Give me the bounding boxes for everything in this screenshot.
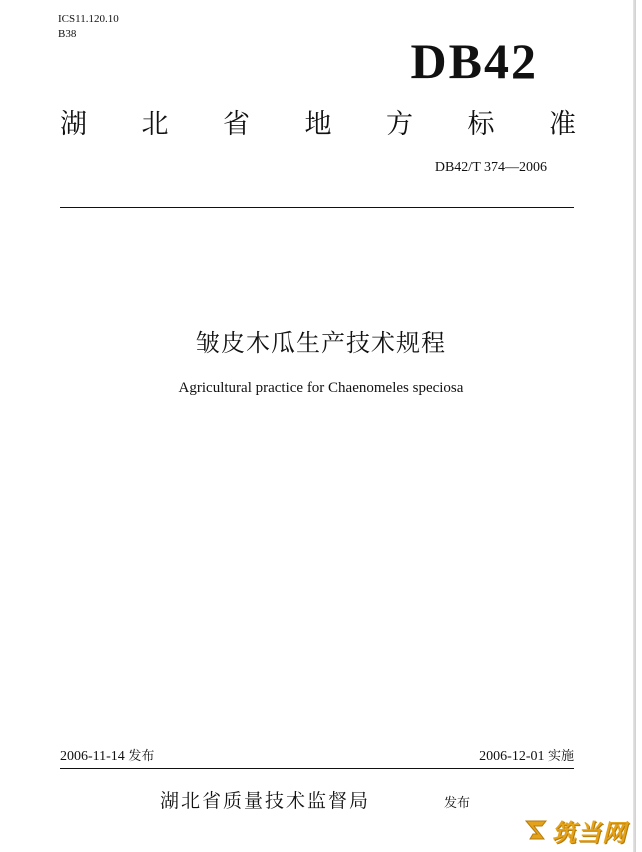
implement-date-line: [479, 745, 574, 765]
implement-date: 2006-12-01: [479, 749, 545, 764]
page-edge: [633, 0, 636, 852]
standard-type-char: 方: [386, 109, 413, 140]
issue-label: 发布: [128, 749, 155, 764]
standard-type-heading: [60, 102, 576, 141]
site-watermark: [522, 812, 638, 848]
ccs-code: B38: [58, 28, 77, 40]
standard-type-char: 湖: [60, 109, 87, 140]
ics-code: ICS11.120.10: [58, 13, 119, 25]
standard-type-char: 省: [223, 109, 250, 140]
issuing-authority: 湖北省质量技术监督局: [160, 790, 371, 812]
document-subtitle-english: Agricultural practice for Chaenomeles speciosa: [178, 380, 464, 396]
watermark-logo-icon: [522, 815, 552, 845]
standard-type-char: 北: [141, 109, 169, 140]
standard-type-char: 准: [549, 109, 576, 140]
issue-date-line: [60, 745, 154, 765]
standard-type-char: 标: [467, 109, 495, 140]
classification-codes: [58, 12, 119, 42]
standard-logo: DB42: [410, 33, 538, 89]
footer-divider: [60, 768, 574, 769]
document-title: 皱皮木瓜生产技术规程: [196, 329, 446, 357]
header-divider: [60, 207, 574, 208]
implement-label: 实施: [547, 749, 574, 764]
watermark-text: 筑当网: [552, 818, 627, 847]
standard-type-char: 地: [304, 109, 332, 140]
standard-number: DB42/T 374—2006: [434, 160, 547, 175]
issuer-suffix: 发布: [444, 796, 471, 811]
issue-date: 2006-11-14: [60, 749, 125, 764]
